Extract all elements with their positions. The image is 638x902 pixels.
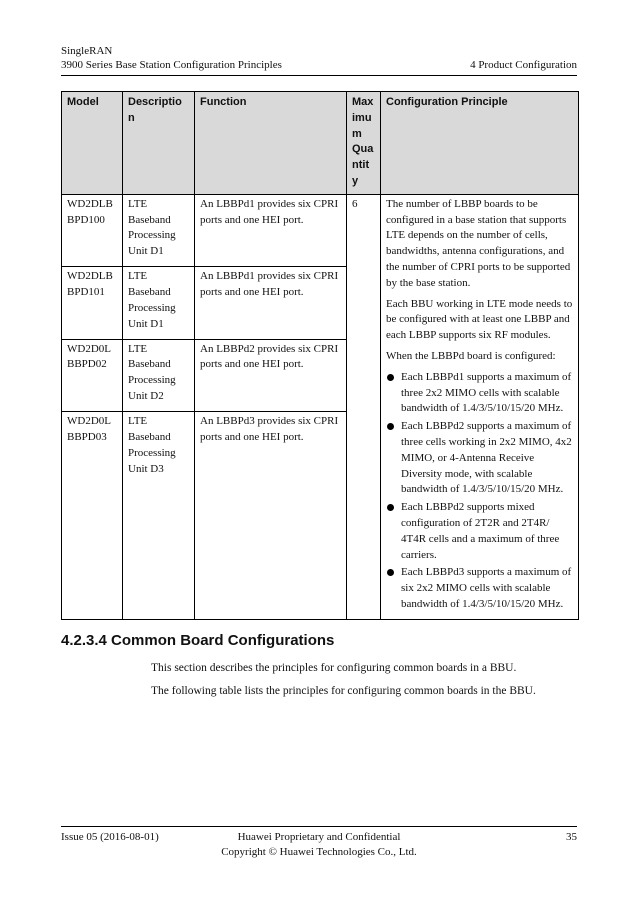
cell-function: An LBBPd1 provides six CPRI ports and one HEI port.	[195, 194, 347, 266]
header-document-title: 3900 Series Base Station Configuration Principles	[61, 59, 282, 71]
principle-paragraph: Each BBU working in LTE mode needs to be configured with at least one LBBP and each LBBP supports six RF modules.	[386, 297, 573, 342]
cell-description: LTE Baseband Processing Unit D3	[123, 412, 195, 620]
column-header-configuration-principle: Configuration Principle	[381, 92, 579, 195]
column-header-max-quantity: Max imu m Qua ntit y	[347, 92, 381, 195]
cell-model: WD2DLB BPD100	[62, 194, 123, 266]
cell-description: LTE Baseband Processing Unit D1	[123, 194, 195, 266]
footer-copyright: Copyright © Huawei Technologies Co., Ltd.	[221, 846, 417, 858]
section-paragraph: This section describes the principles for configuring common boards in a BBU.	[151, 662, 517, 674]
cell-model: WD2DLB BPD101	[62, 267, 123, 339]
header-chapter: 4 Product Configuration	[470, 59, 577, 71]
list-item	[386, 500, 573, 563]
cell-description: LTE Baseband Processing Unit D2	[123, 339, 195, 411]
principle-bullet-list	[386, 370, 573, 613]
list-item	[386, 370, 573, 417]
bullet-dot-icon	[387, 374, 394, 381]
footer-confidentiality: Huawei Proprietary and Confidential	[237, 831, 401, 843]
table-header-row	[62, 92, 579, 195]
cell-function: An LBBPd3 provides six CPRI ports and one HEI port.	[195, 412, 347, 620]
cell-function: An LBBPd1 provides six CPRI ports and one HEI port.	[195, 267, 347, 339]
principle-paragraph: When the LBBPd board is configured:	[386, 349, 556, 362]
bullet-dot-icon	[387, 423, 394, 430]
column-header-description: Descriptio n	[123, 92, 195, 195]
bullet-dot-icon	[387, 569, 394, 576]
footer-divider	[61, 826, 577, 827]
column-header-function: Function	[195, 92, 347, 195]
section-heading: 4.2.3.4 Common Board Configurations	[61, 632, 335, 649]
bullet-text: Each LBBPd3 supports a maximum of six 2x2 MIMO cells with scalable bandwidth of 1.4/3/5/10/15/20 MHz.	[401, 566, 572, 610]
bullet-dot-icon	[387, 504, 394, 511]
cell-max-quantity: 6	[347, 194, 381, 619]
list-item	[386, 419, 573, 498]
column-header-model: Model	[62, 92, 123, 195]
section-paragraph: The following table lists the principles for configuring common boards in the BBU.	[151, 685, 536, 697]
cell-model: WD2D0L BBPD02	[62, 339, 123, 411]
principle-paragraph: The number of LBBP boards to be configured in a base station that supports LTE depends on the number of cells, bandwidths, antenna configurations, and the number of CPRI ports to be supported by the base station.	[386, 197, 571, 289]
cell-description: LTE Baseband Processing Unit D1	[123, 267, 195, 339]
header-divider	[61, 75, 577, 76]
bullet-text: Each LBBPd2 supports mixed configuration of 2T2R and 2T4R/ 4T4R cells and a maximum of three carriers.	[401, 501, 560, 561]
bullet-text: Each LBBPd2 supports a maximum of three cells working in 2x2 MIMO, 4x2 MIMO, or 4-Antenna Receive Diversity mode, with scalable bandwidth of 1.4/3/5/10/15/20 MHz.	[401, 420, 572, 496]
cell-function: An LBBPd2 provides six CPRI ports and one HEI port.	[195, 339, 347, 411]
table-row	[62, 194, 579, 266]
footer-issue: Issue 05 (2016-08-01)	[61, 831, 159, 843]
footer-page-number: 35	[566, 831, 577, 843]
bullet-text: Each LBBPd1 supports a maximum of three 2x2 MIMO cells with scalable bandwidth of 1.4/3/5/10/15/20 MHz.	[401, 370, 572, 415]
cell-model: WD2D0L BBPD03	[62, 412, 123, 620]
list-item	[386, 565, 573, 612]
board-configuration-table	[61, 91, 579, 620]
header-product: SingleRAN	[61, 45, 113, 57]
cell-configuration-principle	[381, 194, 579, 619]
